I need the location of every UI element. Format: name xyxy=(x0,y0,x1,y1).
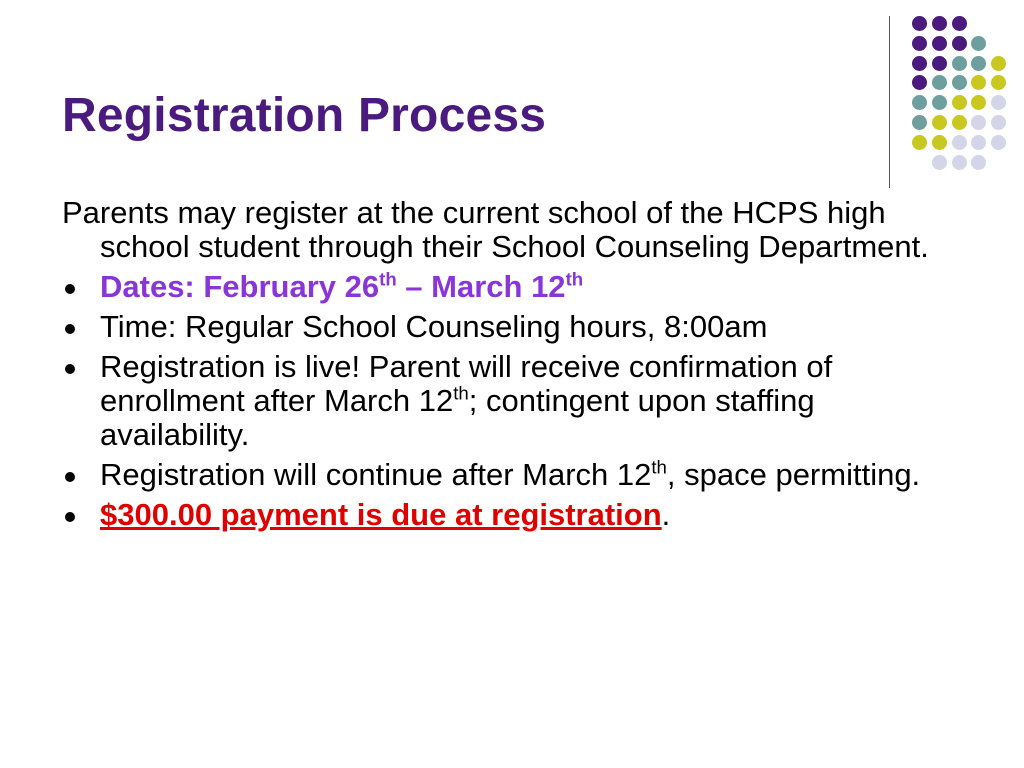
decorative-dot xyxy=(971,115,986,130)
decorative-dot xyxy=(912,16,927,31)
payment-link[interactable]: $300.00 payment is due at registration xyxy=(100,497,662,532)
divider-line xyxy=(889,16,890,188)
decorative-dot xyxy=(952,75,967,90)
bullet-marker-icon xyxy=(65,364,75,374)
bullet-dates xyxy=(62,270,962,304)
dates-text: Dates: February 26th – March 12th xyxy=(100,268,584,304)
decorative-dot xyxy=(971,36,986,51)
decorative-dot xyxy=(952,16,967,31)
decorative-dot xyxy=(932,75,947,90)
decorative-dot xyxy=(991,135,1006,150)
bullet-payment xyxy=(62,498,962,532)
decorative-dot xyxy=(912,75,927,90)
decorative-dot xyxy=(912,135,927,150)
bullet-continue xyxy=(62,458,962,492)
payment-period: . xyxy=(661,497,671,532)
decorative-dot xyxy=(912,36,927,51)
decorative-dot xyxy=(991,115,1006,130)
decorative-dot xyxy=(971,95,986,110)
bullet-marker-icon xyxy=(65,512,75,522)
decorative-dot xyxy=(952,36,967,51)
decorative-dot xyxy=(952,56,967,71)
decorative-dot xyxy=(952,135,967,150)
decorative-dot xyxy=(952,115,967,130)
intro-paragraph: Parents may register at the current school of the HCPS high school student through their School Counseling Department. xyxy=(62,195,929,264)
decorative-dot xyxy=(971,56,986,71)
decorative-dot xyxy=(971,155,986,170)
decorative-dot xyxy=(932,16,947,31)
decorative-dot xyxy=(971,75,986,90)
bullet-list xyxy=(62,270,962,532)
decorative-dot xyxy=(932,36,947,51)
decorative-dot xyxy=(912,56,927,71)
slide-body xyxy=(62,196,962,538)
decorative-dot xyxy=(971,135,986,150)
decorative-dot xyxy=(912,95,927,110)
decorative-dot xyxy=(932,135,947,150)
decorative-dot xyxy=(932,115,947,130)
decorative-dot xyxy=(952,95,967,110)
live-text: Registration is live! Parent will receive confirmation of enrollment after March 12th; contingent upon staffing availability. xyxy=(100,349,833,452)
continue-text: Registration will continue after March 12th, space permitting. xyxy=(100,456,921,492)
bullet-time xyxy=(62,310,962,344)
decorative-dot xyxy=(991,95,1006,110)
decorative-dot xyxy=(991,75,1006,90)
bullet-marker-icon xyxy=(65,472,75,482)
decorative-dot xyxy=(932,95,947,110)
bullet-marker-icon xyxy=(65,284,75,294)
bullet-live xyxy=(62,350,962,452)
slide-title: Registration Process xyxy=(62,89,547,142)
decorative-dot xyxy=(991,56,1006,71)
decorative-dot xyxy=(932,56,947,71)
decorative-dot xyxy=(952,155,967,170)
decorative-dot xyxy=(912,115,927,130)
time-text: Time: Regular School Counseling hours, 8:00am xyxy=(100,309,768,344)
decorative-dot xyxy=(932,155,947,170)
bullet-marker-icon xyxy=(65,324,75,334)
